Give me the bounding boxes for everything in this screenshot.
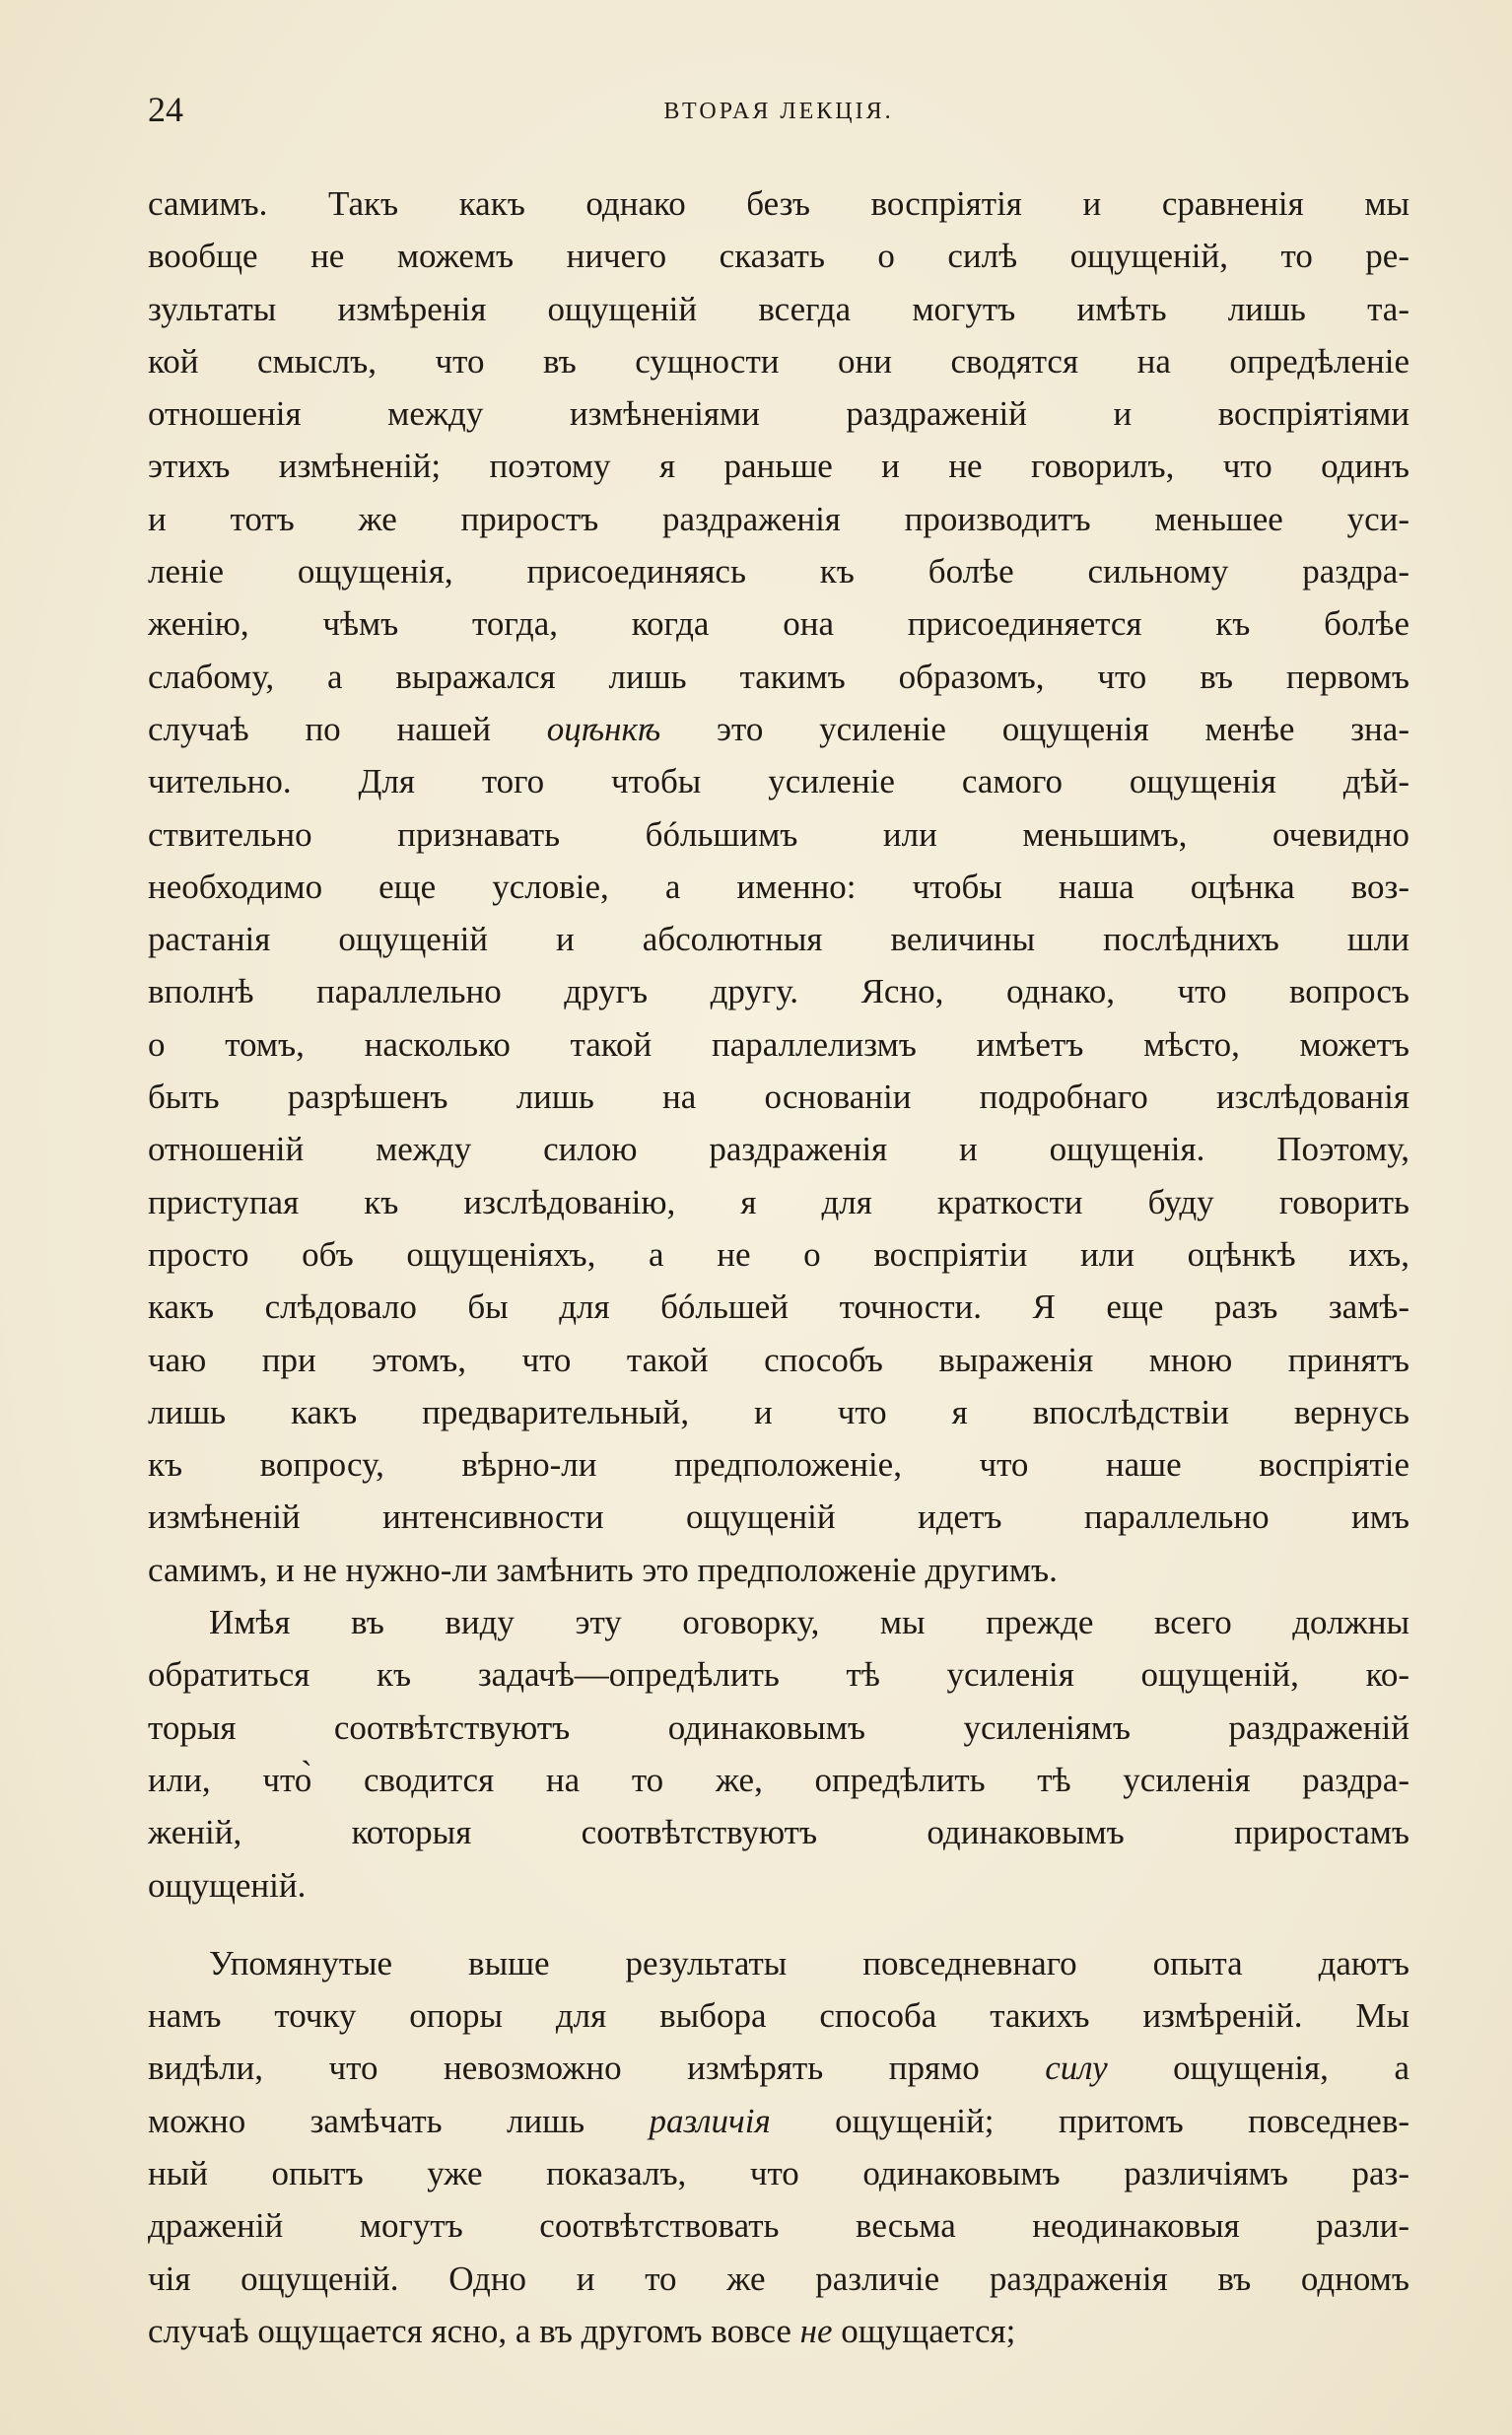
- text-line: леніе ощущенія, присоединяясь къ болѣе сильному раздра-: [148, 552, 1409, 591]
- text-line: самимъ, и не нужно-ли замѣнить это предположеніе другимъ.: [148, 1550, 1058, 1589]
- line-segment: это усиленіе ощущенія менѣе зна-: [660, 709, 1409, 748]
- text-line: къ вопросу, вѣрно-ли предположеніе, что наше воспріятіе: [148, 1445, 1409, 1485]
- text-line: [148, 703, 1409, 755]
- paragraph: [148, 177, 1409, 1596]
- text-line: женію, чѣмъ тогда, когда она присоединяется къ болѣе: [148, 604, 1409, 644]
- paragraph: [148, 1596, 1409, 1912]
- page-header: [148, 85, 1409, 134]
- italic-emphasis: силу: [1045, 2049, 1108, 2088]
- text-line: отношеній между силою раздраженія и ощущенія. Поэтому,: [148, 1130, 1409, 1169]
- line-segment: видѣли, что невозможно измѣрять прямо: [148, 2049, 1046, 2088]
- italic-emphasis: оцѣнкѣ: [546, 709, 661, 748]
- text-line: зультаты измѣренія ощущеній всегда могутъ имѣть лишь та-: [148, 289, 1409, 328]
- text-line: приступая къ изслѣдованію, я для краткости буду говорить: [148, 1182, 1409, 1221]
- text-line: вообще не можемъ ничего сказать о силѣ ощущеній, то ре-: [148, 237, 1409, 276]
- line-segment: ощущается;: [832, 2311, 1016, 2350]
- text-line: [148, 2095, 1409, 2147]
- body-text: [148, 177, 1409, 2357]
- line-segment: можно замѣчать лишь: [148, 2101, 650, 2140]
- text-line: просто объ ощущеніяхъ, а не о воспріятіи или оцѣнкѣ ихъ,: [148, 1234, 1409, 1274]
- line-segment: случаѣ по нашей: [148, 709, 547, 748]
- text-line: лишь какъ предварительный, и что я впослѣдствіи вернусь: [148, 1392, 1409, 1431]
- line-segment: ощущеній; притомъ повседнев-: [770, 2101, 1409, 2140]
- text-line: чаю при этомъ, что такой способъ выраженія мною принятъ: [148, 1340, 1409, 1379]
- text-line: растанія ощущеній и абсолютныя величины послѣднихъ шли: [148, 920, 1409, 959]
- text-line: ный опытъ уже показалъ, что одинаковымъ различіямъ раз-: [148, 2153, 1409, 2192]
- text-line: необходимо еще условіе, а именно: чтобы наша оцѣнка воз-: [148, 867, 1409, 906]
- text-line: и тотъ же приростъ раздраженія производитъ меньшее уси-: [148, 499, 1409, 538]
- italic-emphasis: различія: [649, 2101, 771, 2140]
- text-line: какъ слѣдовало бы для бóльшей точности. Я еще разъ замѣ-: [148, 1287, 1409, 1327]
- text-line: слабому, а выражался лишь такимъ образомъ, что въ первомъ: [148, 657, 1409, 696]
- line-segment: случаѣ ощущается ясно, а въ другомъ вовсе: [148, 2311, 800, 2350]
- text-line: торыя соотвѣтствуютъ одинаковымъ усиленіямъ раздраженій: [148, 1707, 1409, 1747]
- text-line: намъ точку опоры для выбора способа такихъ измѣреній. Мы: [148, 1996, 1409, 2036]
- text-line: женій, которыя соотвѣтствуютъ одинаковымъ приростамъ: [148, 1813, 1409, 1852]
- text-line: отношенія между измѣненіями раздраженій и воспріятіями: [148, 394, 1409, 434]
- text-line: быть разрѣшенъ лишь на основаніи подробнаго изслѣдованія: [148, 1078, 1409, 1117]
- text-line: вполнѣ параллельно другъ другу. Ясно, однако, что вопросъ: [148, 972, 1409, 1011]
- paragraph: [148, 1937, 1409, 2357]
- text-line: Упомянутые выше результаты повседневнаго опыта даютъ: [209, 1943, 1409, 1983]
- text-line: самимъ. Такъ какъ однако безъ воспріятія и сравненія мы: [148, 184, 1409, 223]
- text-line: драженій могутъ соотвѣтствовать весьма неодинаковыя разли-: [148, 2206, 1409, 2246]
- page-number: 24: [148, 90, 183, 129]
- text-line: или, что̀ сводится на то же, опредѣлить тѣ усиленія раздра-: [148, 1760, 1409, 1799]
- italic-emphasis: не: [799, 2311, 833, 2350]
- text-line: ствительно признавать бóльшимъ или меньшимъ, очевидно: [148, 814, 1409, 854]
- text-line: [148, 2305, 1409, 2357]
- paragraph-gap: [148, 1912, 1409, 1937]
- text-line: кой смыслъ, что въ сущности они сводятся на опредѣленіе: [148, 341, 1409, 381]
- running-title: ВТОРАЯ ЛЕКЦІЯ.: [663, 99, 894, 124]
- text-line: чія ощущеній. Одно и то же различіе раздраженія въ одномъ: [148, 2259, 1409, 2298]
- text-line: Имѣя въ виду эту оговорку, мы прежде всего должны: [209, 1603, 1409, 1642]
- text-line: о томъ, насколько такой параллелизмъ имѣетъ мѣсто, можетъ: [148, 1024, 1409, 1064]
- text-line: измѣненій интенсивности ощущеній идетъ параллельно имъ: [148, 1497, 1409, 1537]
- text-line: [148, 2042, 1409, 2094]
- line-segment: ощущенія, а: [1107, 2049, 1409, 2088]
- text-line: ощущеній.: [148, 1865, 307, 1905]
- text-line: этихъ измѣненій; поэтому я раньше и не говорилъ, что одинъ: [148, 447, 1409, 486]
- text-line: обратиться къ задачѣ—опредѣлить тѣ усиленія ощущеній, ко-: [148, 1655, 1409, 1695]
- text-line: чительно. Для того чтобы усиленіе самого ощущенія дѣй-: [148, 762, 1409, 801]
